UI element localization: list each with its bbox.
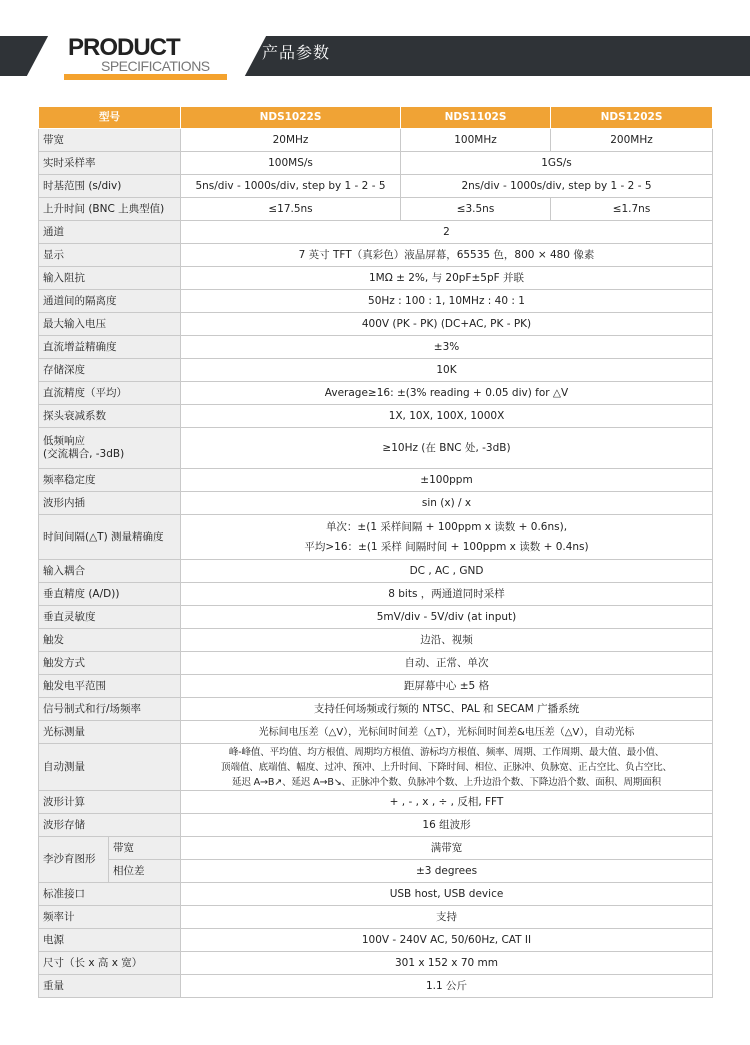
cell-line: 延迟 A→B↗、延迟 A→B↘、正脉冲个数、负脉冲个数、上升边沿个数、下降边沿个数、面积、周期面积 (232, 776, 661, 788)
header-title: PRODUCT (68, 34, 180, 61)
table-row (39, 744, 713, 791)
row-label: 尺寸（长 x 高 x 宽） (39, 952, 181, 975)
cell-value: + , - , x , ÷ , 反相, FFT (181, 791, 713, 814)
table-row (39, 267, 713, 290)
row-label: 波形计算 (39, 791, 181, 814)
table-header-row (39, 107, 713, 129)
cell-value (181, 744, 713, 791)
cell-value: 7 英寸 TFT（真彩色）液晶屏幕，65535 色，800 × 480 像素 (181, 244, 713, 267)
cell-value: 2ns/div - 1000s/div, step by 1 - 2 - 5 (401, 175, 713, 198)
cell-value: DC , AC , GND (181, 560, 713, 583)
cell-value: 边沿、视频 (181, 629, 713, 652)
cell-value: 5ns/div - 1000s/div, step by 1 - 2 - 5 (181, 175, 401, 198)
cell-value: ≤1.7ns (551, 198, 713, 221)
column-header-nds1102s: NDS1102S (401, 107, 551, 129)
table-row (39, 837, 713, 860)
row-label: 显示 (39, 244, 181, 267)
row-label: 波形存储 (39, 814, 181, 837)
row-label: 时基范围 (s/div) (39, 175, 181, 198)
table-row (39, 129, 713, 152)
table-row (39, 515, 713, 560)
header-subtitle: SPECIFICATIONS (101, 58, 210, 74)
row-sublabel: 带宽 (109, 837, 181, 860)
cell-value: 1MΩ ± 2%, 与 20pF±5pF 并联 (181, 267, 713, 290)
row-label: 触发 (39, 629, 181, 652)
column-header-nds1202s: NDS1202S (551, 107, 713, 129)
table-row (39, 698, 713, 721)
row-label: 存储深度 (39, 359, 181, 382)
row-label: 通道间的隔离度 (39, 290, 181, 313)
cell-value: 1X, 10X, 100X, 1000X (181, 405, 713, 428)
cell-value: 10K (181, 359, 713, 382)
row-sublabel: 相位差 (109, 860, 181, 883)
table-row (39, 290, 713, 313)
table-row (39, 428, 713, 469)
row-label: 直流精度（平均） (39, 382, 181, 405)
column-header-nds1022s: NDS1022S (181, 107, 401, 129)
header-accent-bar (64, 74, 227, 80)
cell-value: ≥10Hz (在 BNC 处, -3dB) (181, 428, 713, 469)
cell-value: 1GS/s (401, 152, 713, 175)
cell-value: 支持 (181, 906, 713, 929)
table-row (39, 382, 713, 405)
row-label: 触发电平范围 (39, 675, 181, 698)
row-label: 输入耦合 (39, 560, 181, 583)
table-row (39, 975, 713, 998)
cell-value: 1.1 公斤 (181, 975, 713, 998)
row-label: 频率计 (39, 906, 181, 929)
table-row (39, 560, 713, 583)
table-row (39, 198, 713, 221)
row-label: 时间间隔(△T) 测量精确度 (39, 515, 181, 560)
cell-value: 5mV/div - 5V/div (at input) (181, 606, 713, 629)
cell-value: ±3% (181, 336, 713, 359)
table-row (39, 469, 713, 492)
row-label: 波形内插 (39, 492, 181, 515)
row-label: 垂直精度 (A/D)) (39, 583, 181, 606)
table-row (39, 152, 713, 175)
cell-value: ≤3.5ns (401, 198, 551, 221)
row-label: 上升时间 (BNC 上典型值) (39, 198, 181, 221)
row-label: 触发方式 (39, 652, 181, 675)
row-label: 标准接口 (39, 883, 181, 906)
table-row (39, 652, 713, 675)
cell-line: 峰-峰值、平均值、均方根值、周期均方根值、游标均方根值、频率、周期、工作周期、最大值、最小值、 (228, 746, 665, 758)
row-label: 通道 (39, 221, 181, 244)
row-label: 李沙育图形 (39, 837, 109, 883)
column-header-model: 型号 (39, 107, 181, 129)
cell-value: ≤17.5ns (181, 198, 401, 221)
row-label: 电源 (39, 929, 181, 952)
cell-value: 支持任何场频或行频的 NTSC、PAL 和 SECAM 广播系统 (181, 698, 713, 721)
cell-value: 400V (PK - PK) (DC+AC, PK - PK) (181, 313, 713, 336)
cell-value: Average≥16: ±(3% reading + 0.05 div) for △V (181, 382, 713, 405)
spec-table (38, 106, 713, 998)
table-row (39, 791, 713, 814)
row-label: 光标测量 (39, 721, 181, 744)
cell-value: 301 x 152 x 70 mm (181, 952, 713, 975)
table-row (39, 629, 713, 652)
table-row (39, 952, 713, 975)
table-row (39, 221, 713, 244)
table-row (39, 883, 713, 906)
table-row (39, 492, 713, 515)
cell-value: USB host, USB device (181, 883, 713, 906)
row-label-line: (交流耦合, -3dB) (43, 448, 125, 460)
table-row (39, 336, 713, 359)
cell-line: 单次：±(1 采样间隔 + 100ppm x 读数 + 0.6ns), (325, 521, 568, 533)
row-label: 重量 (39, 975, 181, 998)
table-row (39, 313, 713, 336)
row-label: 垂直灵敏度 (39, 606, 181, 629)
cell-value: 16 组波形 (181, 814, 713, 837)
table-row (39, 906, 713, 929)
cell-value: 8 bits ，两通道同时采样 (181, 583, 713, 606)
row-label: 频率稳定度 (39, 469, 181, 492)
cell-value: 20MHz (181, 129, 401, 152)
table-row (39, 675, 713, 698)
cell-value: 100V - 240V AC, 50/60Hz, CAT II (181, 929, 713, 952)
cell-value: sin (x) / x (181, 492, 713, 515)
cell-value: 满带宽 (181, 837, 713, 860)
cell-value: 100MS/s (181, 152, 401, 175)
row-label: 最大输入电压 (39, 313, 181, 336)
table-row (39, 814, 713, 837)
table-row (39, 359, 713, 382)
cell-value (181, 515, 713, 560)
row-label: 带宽 (39, 129, 181, 152)
row-label: 信号制式和行/场频率 (39, 698, 181, 721)
row-label: 自动测量 (39, 744, 181, 791)
row-label: 实时采样率 (39, 152, 181, 175)
row-label-line: 低频响应 (43, 435, 85, 447)
header-label: 产品参数 (262, 43, 331, 62)
cell-value: 自动、正常、单次 (181, 652, 713, 675)
table-row (39, 405, 713, 428)
table-row (39, 860, 713, 883)
cell-line: 平均>16：±(1 采样 间隔时间 + 100ppm x 读数 + 0.4ns) (304, 541, 589, 553)
cell-value: 100MHz (401, 129, 551, 152)
row-label: 直流增益精确度 (39, 336, 181, 359)
cell-value: 200MHz (551, 129, 713, 152)
row-label (39, 428, 181, 469)
cell-line: 顶端值、底端值、幅度、过冲、预冲、上升时间、下降时间、相位、正脉冲、负脉宽、正占空比、负占空比、 (221, 761, 672, 773)
cell-value: 光标间电压差（△V），光标间时间差（△T），光标间时间差&电压差（△V），自动光标 (181, 721, 713, 744)
cell-value: 2 (181, 221, 713, 244)
cell-value: 距屏幕中心 ±5 格 (181, 675, 713, 698)
cell-value: ±100ppm (181, 469, 713, 492)
table-row (39, 606, 713, 629)
table-row (39, 175, 713, 198)
table-row (39, 583, 713, 606)
table-row (39, 244, 713, 267)
row-label: 输入阻抗 (39, 267, 181, 290)
cell-value: 50Hz : 100 : 1, 10MHz : 40 : 1 (181, 290, 713, 313)
row-label: 探头衰减系数 (39, 405, 181, 428)
page-header (0, 36, 750, 76)
table-row (39, 721, 713, 744)
cell-value: ±3 degrees (181, 860, 713, 883)
table-row (39, 929, 713, 952)
